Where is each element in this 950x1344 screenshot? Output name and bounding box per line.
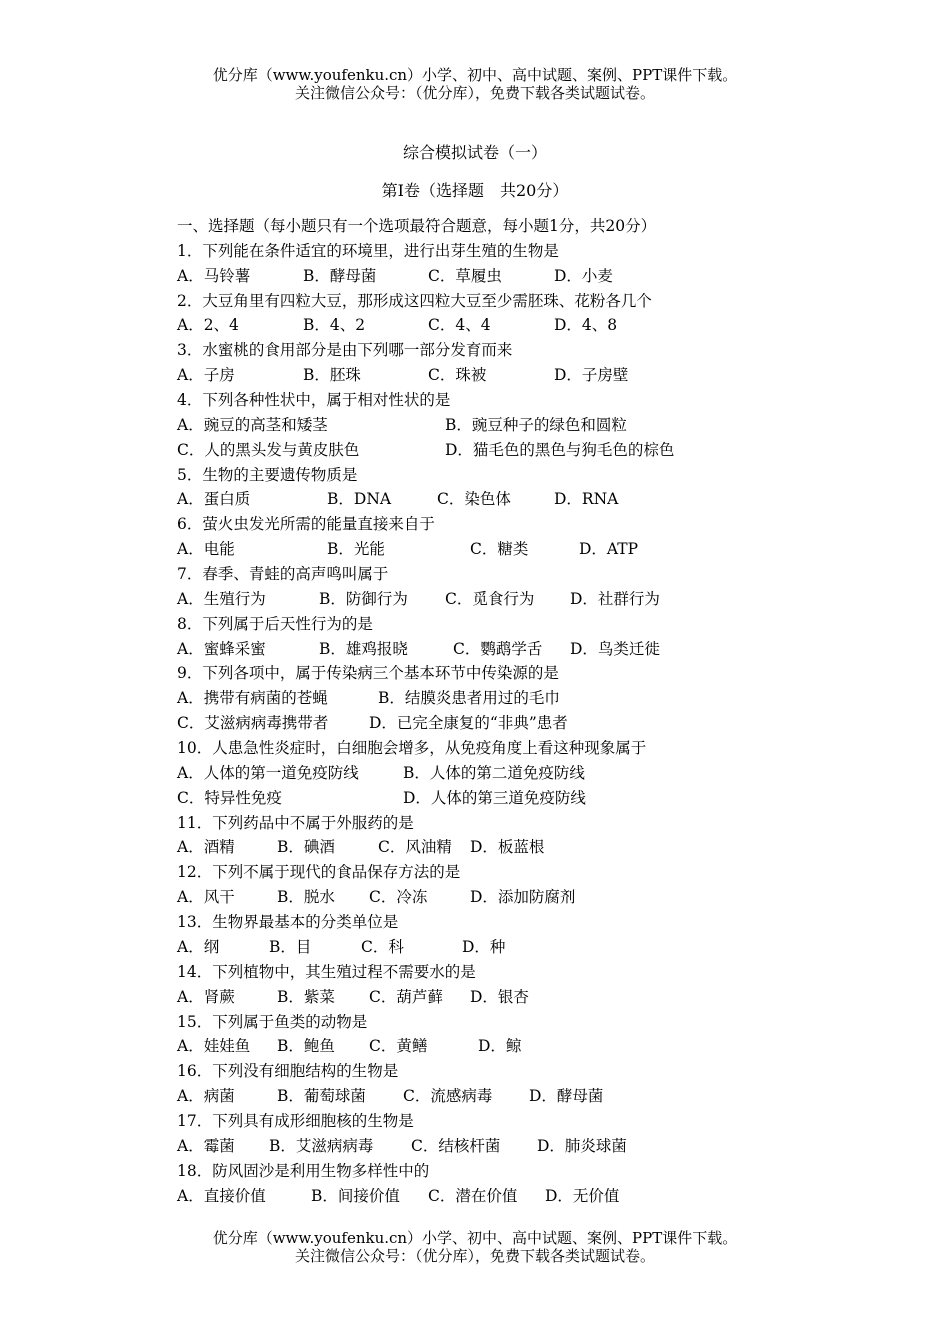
option-c: C．草履虫 <box>428 266 502 285</box>
option-a: A．携带有病菌的苍蝇 <box>177 689 328 708</box>
question-stem: 12．下列不属于现代的食品保存方法的是 <box>177 863 461 882</box>
page-header <box>0 66 950 102</box>
option-c: C．结核杆菌 <box>411 1136 501 1155</box>
option-b: B．豌豆种子的绿色和圆粒 <box>445 415 627 434</box>
options-row <box>177 413 877 438</box>
option-d: D．添加防腐剂 <box>470 888 576 907</box>
option-d: D．子房壁 <box>554 366 629 385</box>
question-stem: 3．水蜜桃的食用部分是由下列哪一部分发育而来 <box>177 341 513 360</box>
option-c: C．觅食行为 <box>445 589 535 608</box>
options-row <box>177 885 877 910</box>
option-a: A．子房 <box>177 366 235 385</box>
options-row <box>177 537 877 562</box>
question-stem: 16．下列没有细胞结构的生物是 <box>177 1062 399 1081</box>
option-a: C．特异性免疫 <box>177 788 282 807</box>
option-b: B．光能 <box>327 540 385 559</box>
option-c: C．糖类 <box>470 540 529 559</box>
option-a: A．酒精 <box>177 838 235 857</box>
page-footer <box>0 1229 950 1265</box>
option-a: A．蜜蜂采蜜 <box>177 639 266 658</box>
option-d: D．RNA <box>554 490 619 509</box>
question-stem: 5．生物的主要遗传物质是 <box>177 465 358 484</box>
option-c: C．染色体 <box>437 490 511 509</box>
footer-line-1: 优分库（www.youfenku.cn）小学、初中、高中试题、案例、PPT课件下载。 <box>212 1229 738 1247</box>
option-d: D．肺炎球菌 <box>537 1136 627 1155</box>
options-row <box>177 363 877 388</box>
option-a: C．人的黑头发与黄皮肤色 <box>177 440 360 459</box>
footer-line-2: 关注微信公众号：（优分库），免费下载各类试题试卷。 <box>294 1247 655 1265</box>
options-row <box>177 1134 877 1159</box>
option-c: C．科 <box>361 937 404 956</box>
options-row <box>177 637 877 662</box>
options-row <box>177 835 877 860</box>
option-a: A．生殖行为 <box>177 589 266 608</box>
header-line-1: 优分库（www.youfenku.cn）小学、初中、高中试题、案例、PPT课件下载。 <box>212 66 738 84</box>
option-d: D．社群行为 <box>570 589 660 608</box>
question-stem: 13．生物界最基本的分类单位是 <box>177 913 399 932</box>
option-b: B．酵母菌 <box>303 266 377 285</box>
option-a: C．艾滋病病毒携带者 <box>177 714 329 733</box>
question-list <box>177 214 877 1208</box>
exam-subtitle: 第Ⅰ卷（选择题 共20分） <box>381 181 569 200</box>
question-stem: 11．下列药品中不属于外服药的是 <box>177 813 414 832</box>
options-row <box>177 686 877 711</box>
option-d: D．银杏 <box>470 987 529 1006</box>
option-b: B．葡萄球菌 <box>277 1087 366 1106</box>
option-b: B．结膜炎患者用过的毛巾 <box>378 689 560 708</box>
option-a: A．豌豆的高茎和矮茎 <box>177 415 328 434</box>
option-c: C．黄鳝 <box>369 1037 428 1056</box>
option-a: A．直接价值 <box>177 1186 266 1205</box>
options-row <box>177 264 877 289</box>
option-b: D．人体的第三道免疫防线 <box>403 788 586 807</box>
question-stem: 4．下列各种性状中，属于相对性状的是 <box>177 391 451 410</box>
option-a: A．病菌 <box>177 1087 235 1106</box>
option-b: D．已完全康复的“非典”患者 <box>369 714 568 733</box>
question-stem: 8．下列属于后天性行为的是 <box>177 614 373 633</box>
question-stem: 9．下列各项中，属于传染病三个基本环节中传染源的是 <box>177 664 559 683</box>
question-stem: 6．萤火虫发光所需的能量直接来自于 <box>177 515 435 534</box>
options-row <box>177 438 877 463</box>
option-d: D．板蓝根 <box>470 838 545 857</box>
option-d: D．酵母菌 <box>529 1087 604 1106</box>
options-row <box>177 985 877 1010</box>
option-b: B．胚珠 <box>303 366 361 385</box>
header-line-2: 关注微信公众号：（优分库），免费下载各类试题试卷。 <box>294 84 655 102</box>
option-d: D．种 <box>462 937 506 956</box>
options-row <box>177 487 877 512</box>
option-d: D．小麦 <box>554 266 613 285</box>
options-row <box>177 313 877 338</box>
option-b: B．碘酒 <box>277 838 335 857</box>
question-stem: 17．下列具有成形细胞核的生物是 <box>177 1111 414 1130</box>
option-a: A．人体的第一道免疫防线 <box>177 763 359 782</box>
options-row <box>177 1184 877 1209</box>
option-c: C．风油精 <box>378 838 452 857</box>
section-heading: 一、选择题（每小题只有一个选项最符合题意，每小题1分，共20分） <box>177 217 657 235</box>
question-stem: 1．下列能在条件适宜的环境里，进行出芽生殖的生物是 <box>177 241 559 260</box>
options-row <box>177 711 877 736</box>
option-a: A．娃娃鱼 <box>177 1037 251 1056</box>
option-a: A．肾蕨 <box>177 987 235 1006</box>
option-b: B．艾滋病病毒 <box>269 1136 374 1155</box>
options-row <box>177 1084 877 1109</box>
option-b: B．DNA <box>327 490 392 509</box>
option-b: B．脱水 <box>277 888 335 907</box>
question-stem: 7．春季、青蛙的高声鸣叫属于 <box>177 565 389 584</box>
option-d: D．无价值 <box>545 1186 620 1205</box>
option-d: D．鸟类迁徙 <box>570 639 660 658</box>
options-row <box>177 935 877 960</box>
option-c: C．流感病毒 <box>403 1087 493 1106</box>
option-c: C．4、4 <box>428 316 491 335</box>
option-b: B．间接价值 <box>311 1186 400 1205</box>
option-c: C．珠被 <box>428 366 487 385</box>
option-c: C．葫芦藓 <box>369 987 443 1006</box>
option-b: B．防御行为 <box>319 589 408 608</box>
exam-title: 综合模拟试卷（一） <box>402 143 547 162</box>
option-d: D．鲸 <box>478 1037 522 1056</box>
option-a: A．纲 <box>177 937 220 956</box>
question-stem: 2．大豆角里有四粒大豆，那形成这四粒大豆至少需胚珠、花粉各几个 <box>177 291 652 310</box>
option-b: B．4、2 <box>303 316 366 335</box>
option-c: C．冷冻 <box>369 888 428 907</box>
option-c: C．鹦鹉学舌 <box>453 639 543 658</box>
option-a: A．马铃薯 <box>177 266 251 285</box>
option-a: A．霉菌 <box>177 1136 235 1155</box>
option-c: C．潜在价值 <box>428 1186 518 1205</box>
option-b: B．目 <box>269 937 312 956</box>
option-b: B．雄鸡报晓 <box>319 639 408 658</box>
options-row <box>177 1034 877 1059</box>
option-b: D．猫毛色的黑色与狗毛色的棕色 <box>445 440 675 459</box>
options-row <box>177 587 877 612</box>
option-a: A．电能 <box>177 540 235 559</box>
option-d: D．4、8 <box>554 316 618 335</box>
question-stem: 10．人患急性炎症时，白细胞会增多，从免疫角度上看这种现象属于 <box>177 739 647 758</box>
option-b: B．人体的第二道免疫防线 <box>403 763 585 782</box>
question-stem: 18．防风固沙是利用生物多样性中的 <box>177 1161 430 1180</box>
option-a: A．2、4 <box>177 316 239 335</box>
option-a: A．蛋白质 <box>177 490 251 509</box>
option-d: D．ATP <box>579 540 639 559</box>
options-row <box>177 761 877 786</box>
question-stem: 14．下列植物中，其生殖过程不需要水的是 <box>177 962 476 981</box>
question-stem: 15．下列属于鱼类的动物是 <box>177 1012 368 1031</box>
options-row <box>177 786 877 811</box>
option-a: A．风干 <box>177 888 235 907</box>
option-b: B．紫菜 <box>277 987 335 1006</box>
option-b: B．鲍鱼 <box>277 1037 335 1056</box>
